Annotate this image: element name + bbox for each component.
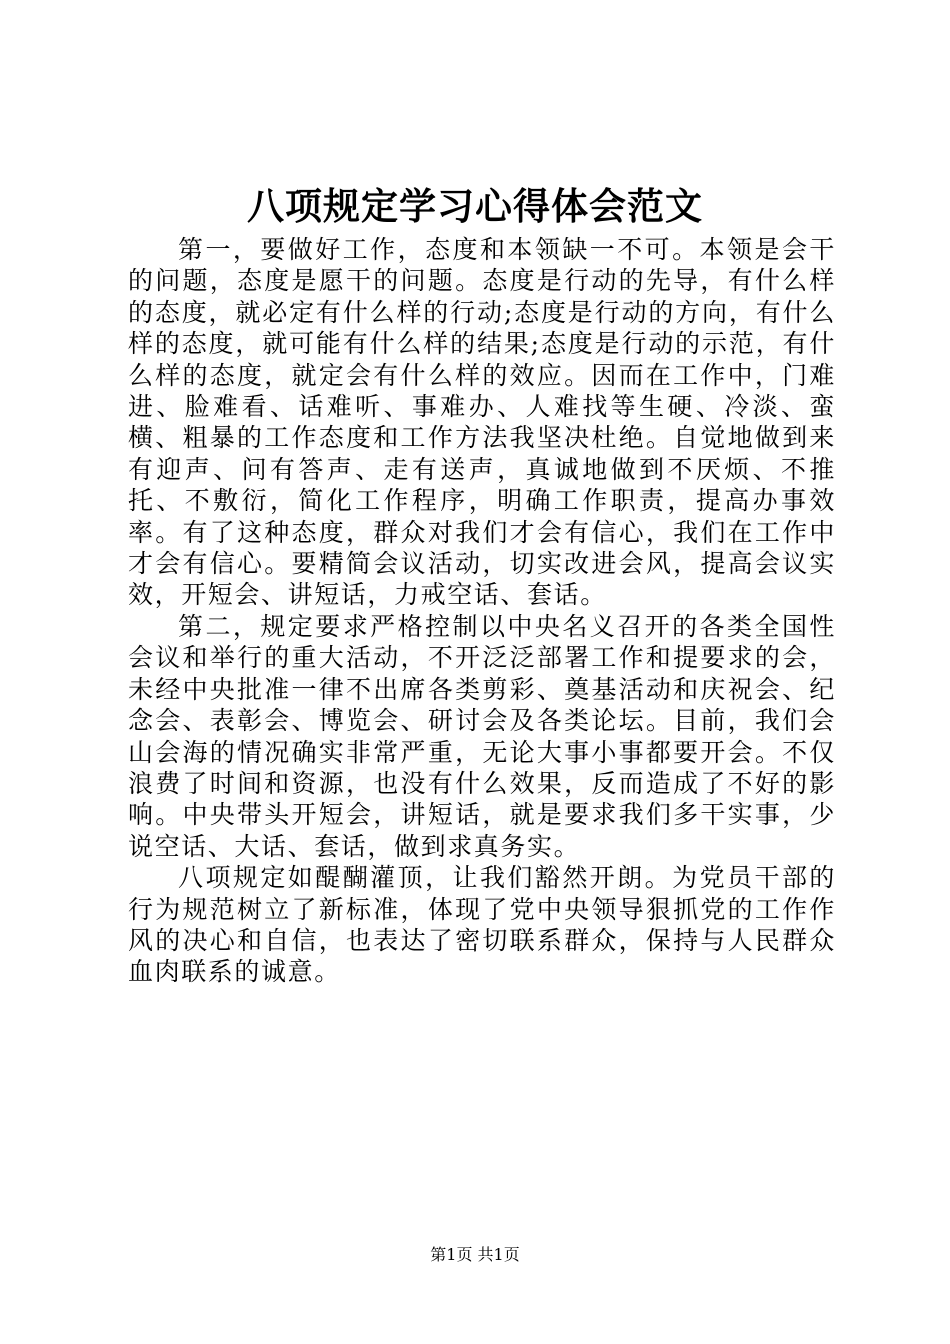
paragraph-1: 第一，要做好工作，态度和本领缺一不可。本领是会干的问题，态度是愿干的问题。态度是行动的先导，有什么样的态度，就必定有什么样的行动;态度是行动的方向，有什么样的态度，就可能有什么样的结果;态度是行动的示范，有什么样的态度，就定会有什么样的效应。因而在工作中，门难进、脸难看、话难听、事难办、人难找等生硬、冷淡、蛮横、粗暴的工作态度和工作方法我坚决杜绝。自觉地做到来有迎声、问有答声、走有送声，真诚地做到不厌烦、不推托、不敷衍，简化工作程序，明确工作职责，提高办事效率。有了这种态度，群众对我们才会有信心，我们在工作中才会有信心。要精简会议活动，切实改进会风，提高会议实效，开短会、讲短话，力戒空话、套话。 xyxy=(128,235,836,610)
page-footer: 第1页 共1页 xyxy=(430,1245,520,1264)
paragraph-3: 八项规定如醍醐灌顶，让我们豁然开朗。为党员干部的行为规范树立了新标准，体现了党中央领导狠抓党的工作作风的决心和自信，也表达了密切联系群众，保持与人民群众血肉联系的诚意。 xyxy=(128,863,836,987)
document-body xyxy=(128,234,836,988)
paragraph-2: 第二，规定要求严格控制以中央名义召开的各类全国性会议和举行的重大活动，不开泛泛部署工作和提要求的会，未经中央批准一律不出席各类剪彩、奠基活动和庆祝会、纪念会、表彰会、博览会、研讨会及各类论坛。目前，我们会山会海的情况确实非常严重，无论大事小事都要开会。不仅浪费了时间和资源，也没有什么效果，反而造成了不好的影响。中央带头开短会，讲短话，就是要求我们多干实事，少说空话、大话、套话，做到求真务实。 xyxy=(128,611,836,861)
document-title: 八项规定学习心得体会范文 xyxy=(247,184,703,228)
